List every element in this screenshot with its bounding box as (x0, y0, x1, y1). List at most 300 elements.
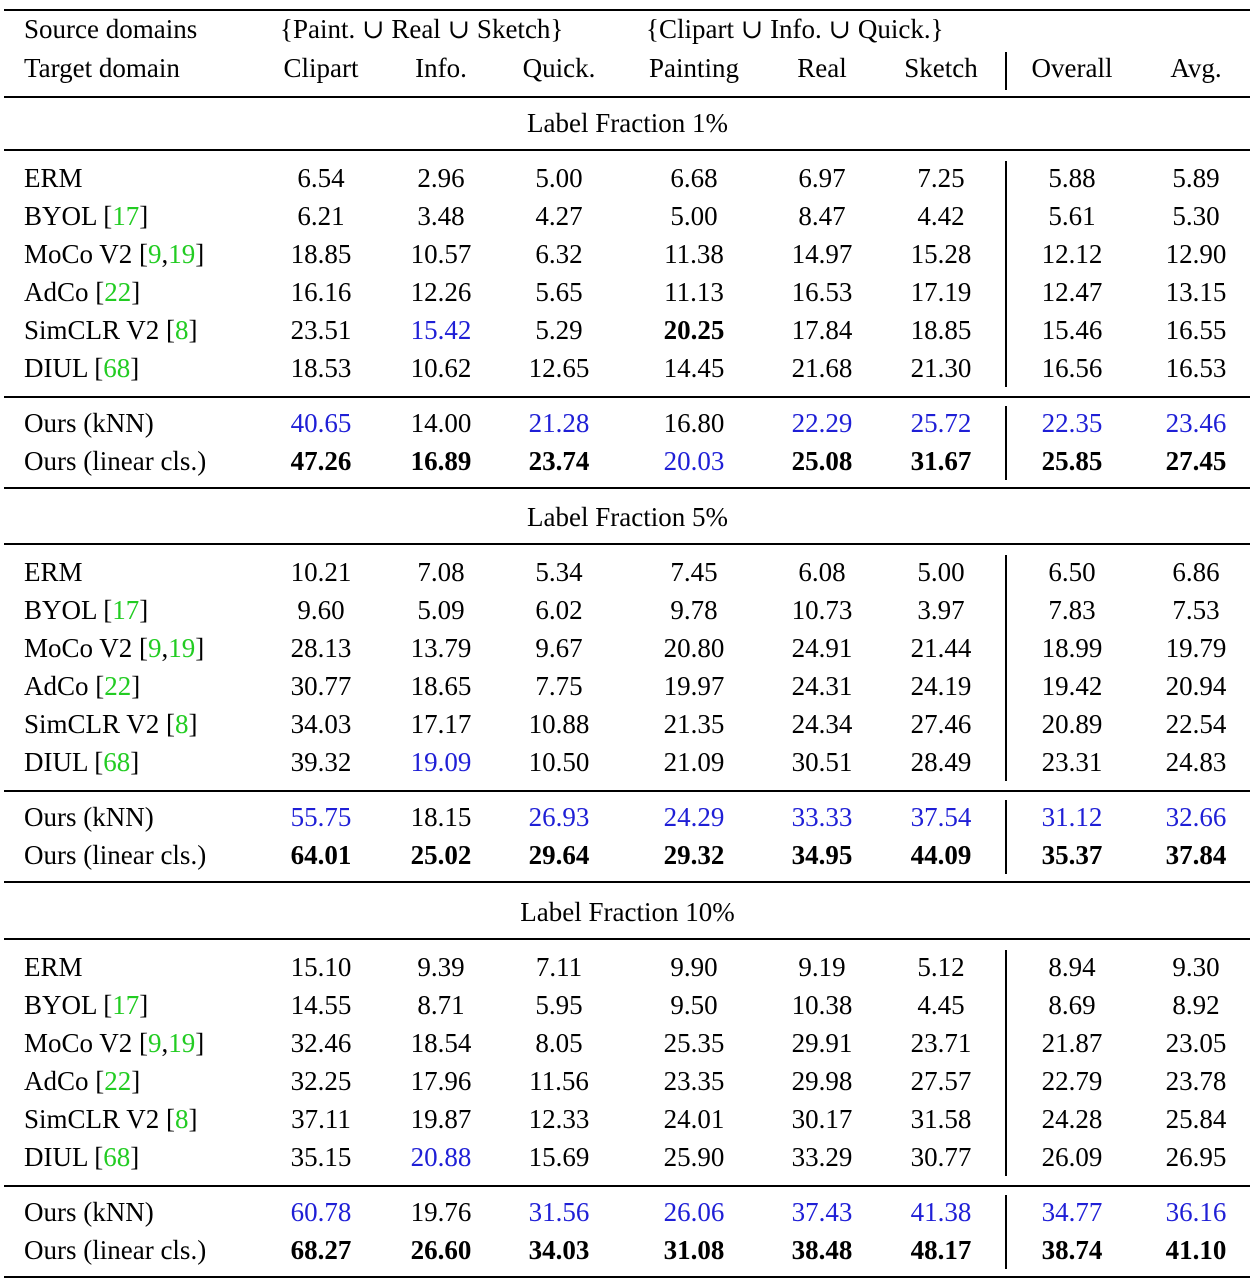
citation-link[interactable]: 17 (112, 990, 140, 1020)
method-name: BYOL [17] (24, 201, 149, 231)
value-cell: 2.96 (417, 163, 465, 193)
value-cell: 27.45 (1165, 446, 1227, 476)
value-cell: 21.44 (910, 633, 972, 663)
section-rule (4, 543, 1250, 545)
value-cell: 10.88 (528, 709, 590, 739)
value-cell: 29.91 (791, 1028, 853, 1058)
value-cell: 34.95 (791, 840, 853, 870)
value-cell: 5.89 (1172, 163, 1220, 193)
table-row (0, 705, 1255, 743)
table-row (0, 948, 1255, 986)
method-name: BYOL [17] (24, 595, 149, 625)
method-label: Ours (kNN) (24, 408, 154, 438)
value-cell: 18.85 (910, 315, 972, 345)
method-name: AdCo [22] (24, 277, 141, 307)
value-cell: 8.47 (798, 201, 846, 231)
method-label: BYOL (24, 595, 97, 625)
value-cell: 16.53 (1165, 353, 1227, 383)
value-cell: 10.62 (410, 353, 472, 383)
value-cell: 10.38 (791, 990, 853, 1020)
value-cell: 26.09 (1041, 1142, 1103, 1172)
value-cell: 33.29 (791, 1142, 853, 1172)
citation-link[interactable]: 19 (168, 633, 196, 663)
value-cell: 9.90 (670, 952, 718, 982)
value-cell: 18.85 (290, 239, 352, 269)
table-row (0, 1138, 1255, 1176)
vertical-rule (1005, 1195, 1007, 1269)
method-name: SimCLR V2 [8] (24, 315, 198, 345)
value-cell: 32.66 (1165, 802, 1227, 832)
table-row (0, 159, 1255, 197)
value-cell: 9.30 (1172, 952, 1220, 982)
value-cell: 25.02 (410, 840, 472, 870)
value-cell: 27.57 (910, 1066, 972, 1096)
value-cell: 24.91 (791, 633, 853, 663)
value-cell: 7.11 (535, 952, 583, 982)
value-cell: 6.97 (798, 163, 846, 193)
value-cell: 44.09 (910, 840, 972, 870)
value-cell: 31.08 (663, 1235, 725, 1265)
value-cell: 32.46 (290, 1028, 352, 1058)
value-cell: 14.97 (791, 239, 853, 269)
value-cell: 8.05 (535, 1028, 583, 1058)
value-cell: 16.53 (791, 277, 853, 307)
ours-separator-rule (4, 1185, 1250, 1187)
value-cell: 7.08 (417, 557, 465, 587)
value-cell: 19.97 (663, 671, 725, 701)
value-cell: 5.65 (535, 277, 583, 307)
method-name (24, 159, 83, 197)
table-row (0, 629, 1255, 667)
value-cell: 6.08 (798, 557, 846, 587)
value-cell: 5.30 (1172, 201, 1220, 231)
value-cell: 3.97 (917, 595, 965, 625)
value-cell: 19.87 (410, 1104, 472, 1134)
table-row (0, 273, 1255, 311)
table-row (0, 311, 1255, 349)
method-label: DIUL (24, 1142, 88, 1172)
value-cell: 15.28 (910, 239, 972, 269)
value-cell: 15.69 (528, 1142, 590, 1172)
source-group-2: {Clipart ∪ Info. ∪ Quick.} (646, 14, 944, 44)
value-cell: 31.56 (528, 1197, 590, 1227)
method-label: ERM (24, 557, 83, 587)
value-cell: 27.46 (910, 709, 972, 739)
table-row (0, 197, 1255, 235)
value-cell: 23.71 (910, 1028, 972, 1058)
value-cell: 29.98 (791, 1066, 853, 1096)
table-row (0, 349, 1255, 387)
value-cell: 18.54 (410, 1028, 472, 1058)
value-cell: 6.32 (535, 239, 583, 269)
method-name (24, 553, 83, 591)
value-cell: 10.57 (410, 239, 472, 269)
value-cell: 31.12 (1041, 802, 1103, 832)
value-cell: 34.03 (290, 709, 352, 739)
method-label: ERM (24, 952, 83, 982)
value-cell: 23.78 (1165, 1066, 1227, 1096)
value-cell: 60.78 (290, 1197, 352, 1227)
value-cell: 37.54 (910, 802, 972, 832)
value-cell: 20.80 (663, 633, 725, 663)
value-cell: 6.02 (535, 595, 583, 625)
citation-link[interactable]: 9 (148, 1028, 162, 1058)
value-cell: 35.37 (1041, 840, 1103, 870)
value-cell: 37.84 (1165, 840, 1227, 870)
value-cell: 7.75 (535, 671, 583, 701)
source-group-1: {Paint. ∪ Real ∪ Sketch} (280, 14, 564, 44)
table-row (0, 553, 1255, 591)
value-cell: 26.60 (410, 1235, 472, 1265)
value-cell: 68.27 (290, 1235, 352, 1265)
value-cell: 23.05 (1165, 1028, 1227, 1058)
value-cell: 5.12 (917, 952, 965, 982)
value-cell: 19.76 (410, 1197, 472, 1227)
section-title: Label Fraction 10% (520, 897, 735, 927)
value-cell: 35.15 (290, 1142, 352, 1172)
value-cell: 23.31 (1041, 747, 1103, 777)
method-name: DIUL [68] (24, 1142, 140, 1172)
method-name: SimCLR V2 [8] (24, 709, 198, 739)
value-cell: 25.72 (910, 408, 972, 438)
table-row (0, 743, 1255, 781)
value-cell: 33.33 (791, 802, 853, 832)
value-cell: 41.10 (1165, 1235, 1227, 1265)
vertical-rule (1005, 406, 1007, 480)
method-name (24, 948, 83, 986)
method-name: DIUL [68] (24, 353, 140, 383)
method-label: DIUL (24, 353, 88, 383)
value-cell: 24.28 (1041, 1104, 1103, 1134)
value-cell: 6.54 (297, 163, 345, 193)
vertical-rule (1005, 950, 1007, 1176)
value-cell: 13.79 (410, 633, 472, 663)
value-cell: 4.42 (917, 201, 965, 231)
value-cell: 5.00 (917, 557, 965, 587)
section-end-rule (4, 881, 1250, 883)
value-cell: 9.67 (535, 633, 583, 663)
citation-link[interactable]: 17 (112, 595, 140, 625)
method-label: AdCo (24, 1066, 89, 1096)
section-rule (4, 149, 1250, 151)
ours-separator-rule (4, 790, 1250, 792)
value-cell: 64.01 (290, 840, 352, 870)
value-cell: 10.21 (290, 557, 352, 587)
method-label: MoCo V2 (24, 239, 133, 269)
value-cell: 9.60 (297, 595, 345, 625)
value-cell: 3.48 (417, 201, 465, 231)
value-cell: 12.90 (1165, 239, 1227, 269)
value-cell: 13.15 (1165, 277, 1227, 307)
value-cell: 16.89 (410, 446, 472, 476)
value-cell: 9.78 (670, 595, 718, 625)
value-cell: 16.55 (1165, 315, 1227, 345)
value-cell: 30.77 (910, 1142, 972, 1172)
value-cell: 55.75 (290, 802, 352, 832)
value-cell: 24.31 (791, 671, 853, 701)
column-header: Info. (415, 53, 467, 83)
method-label: MoCo V2 (24, 633, 133, 663)
method-name: MoCo V2 [9,19] (24, 633, 205, 663)
value-cell: 25.35 (663, 1028, 725, 1058)
value-cell: 20.25 (663, 315, 725, 345)
value-cell: 6.21 (297, 201, 345, 231)
value-cell: 39.32 (290, 747, 352, 777)
column-header: Sketch (904, 53, 978, 83)
value-cell: 19.79 (1165, 633, 1227, 663)
value-cell: 4.27 (535, 201, 583, 231)
value-cell: 22.35 (1041, 408, 1103, 438)
value-cell: 40.65 (290, 408, 352, 438)
value-cell: 9.50 (670, 990, 718, 1020)
method-label: AdCo (24, 671, 89, 701)
value-cell: 38.48 (791, 1235, 853, 1265)
value-cell: 31.58 (910, 1104, 972, 1134)
method-label: SimCLR V2 (24, 315, 160, 345)
value-cell: 12.33 (528, 1104, 590, 1134)
value-cell: 22.54 (1165, 709, 1227, 739)
value-cell: 20.03 (663, 446, 725, 476)
value-cell: 17.19 (910, 277, 972, 307)
ours-row (0, 1193, 1255, 1231)
value-cell: 12.65 (528, 353, 590, 383)
method-label: Ours (linear cls.) (24, 1235, 207, 1265)
value-cell: 34.03 (528, 1235, 590, 1265)
source-domains-label: Source domains (24, 14, 198, 44)
method-name: BYOL [17] (24, 990, 149, 1020)
value-cell: 7.53 (1172, 595, 1220, 625)
value-cell: 18.53 (290, 353, 352, 383)
method-name (24, 1231, 206, 1269)
value-cell: 18.15 (410, 802, 472, 832)
value-cell: 15.10 (290, 952, 352, 982)
section-rule (4, 938, 1250, 940)
value-cell: 5.34 (535, 557, 583, 587)
column-header: Painting (648, 53, 739, 83)
value-cell: 11.56 (529, 1066, 589, 1096)
citation-link[interactable]: 22 (104, 277, 132, 307)
table-row (0, 986, 1255, 1024)
value-cell: 6.68 (670, 163, 718, 193)
value-cell: 14.00 (410, 408, 472, 438)
value-cell: 36.16 (1165, 1197, 1227, 1227)
value-cell: 25.85 (1041, 446, 1103, 476)
ours-row (0, 442, 1255, 480)
table-row (0, 1100, 1255, 1138)
value-cell: 20.89 (1041, 709, 1103, 739)
value-cell: 11.38 (664, 239, 724, 269)
value-cell: 47.26 (290, 446, 352, 476)
citation-link[interactable]: 9 (148, 239, 162, 269)
value-cell: 5.00 (535, 163, 583, 193)
value-cell: 8.69 (1048, 990, 1096, 1020)
value-cell: 11.13 (664, 277, 724, 307)
value-cell: 17.96 (410, 1066, 472, 1096)
value-cell: 30.51 (791, 747, 853, 777)
ours-row (0, 404, 1255, 442)
value-cell: 30.17 (791, 1104, 853, 1134)
value-cell: 4.45 (917, 990, 965, 1020)
method-name (24, 798, 154, 836)
method-label: SimCLR V2 (24, 1104, 160, 1134)
value-cell: 24.83 (1165, 747, 1227, 777)
table-row (0, 667, 1255, 705)
target-domain-label: Target domain (24, 53, 180, 83)
value-cell: 23.74 (528, 446, 590, 476)
table-row (0, 1024, 1255, 1062)
citation-link[interactable]: 68 (103, 353, 131, 383)
ours-row (0, 836, 1255, 874)
value-cell: 21.30 (910, 353, 972, 383)
value-cell: 28.49 (910, 747, 972, 777)
citation-link[interactable]: 8 (175, 315, 189, 345)
value-cell: 16.16 (290, 277, 352, 307)
method-name: AdCo [22] (24, 671, 141, 701)
method-label: DIUL (24, 747, 88, 777)
value-cell: 7.45 (670, 557, 718, 587)
citation-link[interactable]: 9 (148, 633, 162, 663)
value-cell: 5.29 (535, 315, 583, 345)
bottom-rule (4, 1276, 1250, 1278)
value-cell: 25.84 (1165, 1104, 1227, 1134)
section-title: Label Fraction 5% (527, 502, 728, 532)
value-cell: 12.26 (410, 277, 472, 307)
header-vertical-rule (1005, 52, 1007, 90)
citation-link[interactable]: 19 (168, 239, 196, 269)
value-cell: 34.77 (1041, 1197, 1103, 1227)
method-label: BYOL (24, 201, 97, 231)
value-cell: 29.32 (663, 840, 725, 870)
vertical-rule (1005, 800, 1007, 874)
value-cell: 26.93 (528, 802, 590, 832)
value-cell: 32.25 (290, 1066, 352, 1096)
value-cell: 21.87 (1041, 1028, 1103, 1058)
value-cell: 5.09 (417, 595, 465, 625)
method-name: DIUL [68] (24, 747, 140, 777)
value-cell: 17.17 (410, 709, 472, 739)
citation-link[interactable]: 68 (103, 1142, 131, 1172)
value-cell: 18.99 (1041, 633, 1103, 663)
value-cell: 5.95 (535, 990, 583, 1020)
method-label: Ours (kNN) (24, 1197, 154, 1227)
value-cell: 23.46 (1165, 408, 1227, 438)
value-cell: 38.74 (1041, 1235, 1103, 1265)
value-cell: 5.00 (670, 201, 718, 231)
value-cell: 17.84 (791, 315, 853, 345)
value-cell: 7.25 (917, 163, 965, 193)
method-label: Ours (kNN) (24, 802, 154, 832)
value-cell: 31.67 (910, 446, 972, 476)
value-cell: 37.43 (791, 1197, 853, 1227)
citation-link[interactable]: 22 (104, 671, 132, 701)
value-cell: 19.09 (410, 747, 472, 777)
value-cell: 18.65 (410, 671, 472, 701)
value-cell: 48.17 (910, 1235, 972, 1265)
value-cell: 21.28 (528, 408, 590, 438)
value-cell: 22.29 (791, 408, 853, 438)
value-cell: 24.01 (663, 1104, 725, 1134)
value-cell: 21.09 (663, 747, 725, 777)
ours-row (0, 1231, 1255, 1269)
vertical-rule (1005, 555, 1007, 781)
value-cell: 5.88 (1048, 163, 1096, 193)
value-cell: 26.06 (663, 1197, 725, 1227)
method-name: SimCLR V2 [8] (24, 1104, 198, 1134)
value-cell: 14.45 (663, 353, 725, 383)
value-cell: 8.94 (1048, 952, 1096, 982)
value-cell: 15.46 (1041, 315, 1103, 345)
table-row (0, 591, 1255, 629)
column-header: Clipart (283, 53, 359, 83)
value-cell: 24.19 (910, 671, 972, 701)
value-cell: 12.12 (1041, 239, 1103, 269)
citation-link[interactable]: 8 (175, 709, 189, 739)
value-cell: 23.35 (663, 1066, 725, 1096)
table-row (0, 235, 1255, 273)
value-cell: 25.90 (663, 1142, 725, 1172)
value-cell: 20.88 (410, 1142, 472, 1172)
value-cell: 37.11 (291, 1104, 351, 1134)
value-cell: 24.29 (663, 802, 725, 832)
value-cell: 25.08 (791, 446, 853, 476)
value-cell: 10.73 (791, 595, 853, 625)
citation-link[interactable]: 8 (175, 1104, 189, 1134)
value-cell: 10.50 (528, 747, 590, 777)
method-name (24, 1193, 154, 1231)
method-name (24, 404, 154, 442)
column-header: Overall (1031, 53, 1113, 83)
value-cell: 15.42 (410, 315, 472, 345)
method-label: Ours (linear cls.) (24, 446, 207, 476)
value-cell: 21.35 (663, 709, 725, 739)
value-cell: 9.39 (417, 952, 465, 982)
ours-separator-rule (4, 396, 1250, 398)
citation-link[interactable]: 17 (112, 201, 140, 231)
column-header: Real (797, 53, 847, 83)
value-cell: 23.51 (290, 315, 352, 345)
section-end-rule (4, 487, 1250, 489)
method-label: SimCLR V2 (24, 709, 160, 739)
header-rule (4, 96, 1250, 98)
value-cell: 8.92 (1172, 990, 1220, 1020)
value-cell: 7.83 (1048, 595, 1096, 625)
ours-row (0, 798, 1255, 836)
value-cell: 12.47 (1041, 277, 1103, 307)
citation-link[interactable]: 68 (103, 747, 131, 777)
method-name (24, 836, 206, 874)
table-row (0, 1062, 1255, 1100)
value-cell: 8.71 (417, 990, 465, 1020)
method-label: ERM (24, 163, 83, 193)
value-cell: 6.50 (1048, 557, 1096, 587)
method-label: Ours (linear cls.) (24, 840, 207, 870)
value-cell: 9.19 (798, 952, 846, 982)
value-cell: 22.79 (1041, 1066, 1103, 1096)
value-cell: 29.64 (528, 840, 590, 870)
column-header: Quick. (522, 53, 596, 83)
method-name: MoCo V2 [9,19] (24, 239, 205, 269)
citation-link[interactable]: 22 (104, 1066, 132, 1096)
value-cell: 14.55 (290, 990, 352, 1020)
value-cell: 30.77 (290, 671, 352, 701)
value-cell: 41.38 (910, 1197, 972, 1227)
column-header: Avg. (1170, 53, 1222, 83)
value-cell: 6.86 (1172, 557, 1220, 587)
value-cell: 20.94 (1165, 671, 1227, 701)
citation-link[interactable]: 19 (168, 1028, 196, 1058)
method-label: BYOL (24, 990, 97, 1020)
value-cell: 19.42 (1041, 671, 1103, 701)
